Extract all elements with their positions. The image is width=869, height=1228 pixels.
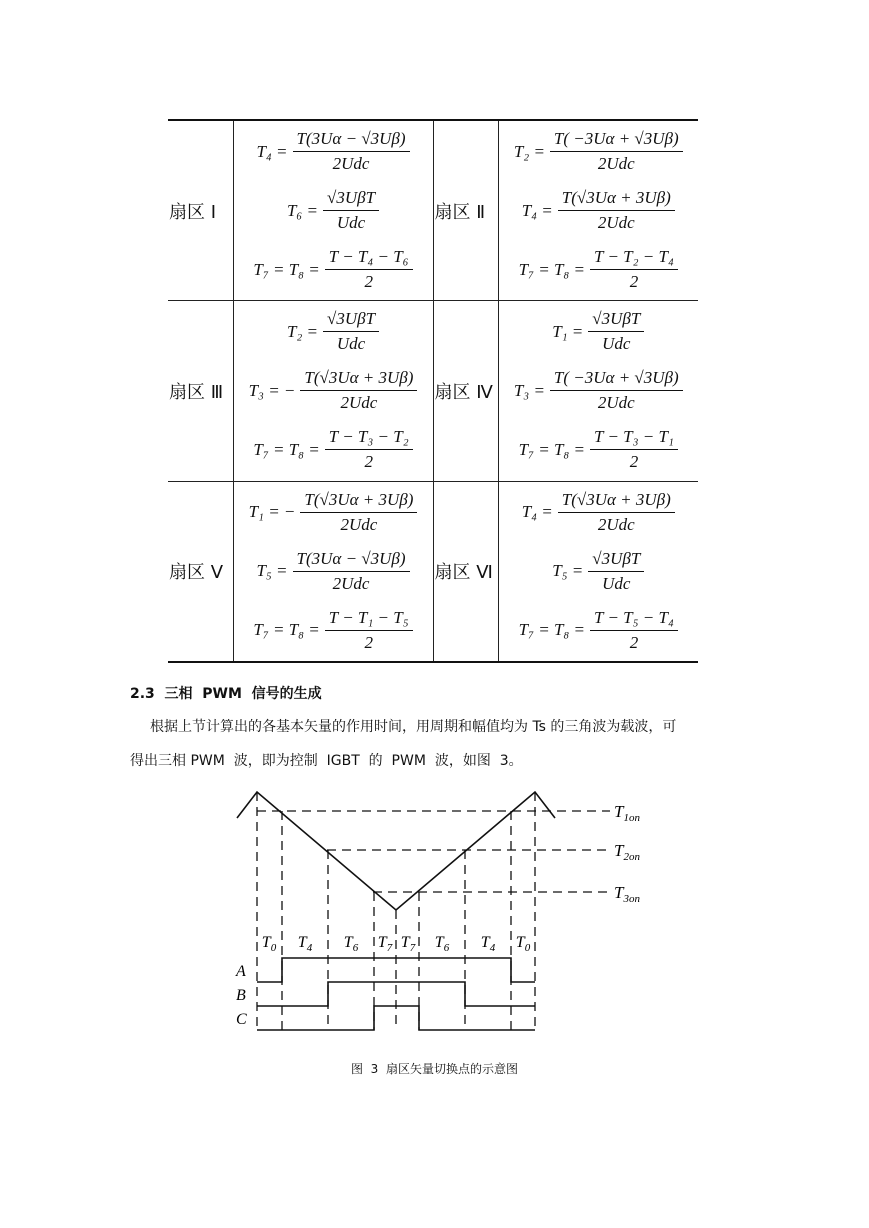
signal-label-c: C (236, 1011, 247, 1028)
signal-label-a: A (236, 963, 246, 980)
formula-lhs: T₇ = T₈ = (253, 439, 320, 459)
formula-lhs: T₄ = (521, 200, 553, 220)
fraction-denominator: Udc (602, 334, 631, 354)
formula-lhs: T₇ = T₈ = (518, 259, 586, 279)
formula-lhs: T₂ = (513, 141, 545, 161)
fraction-numerator: T − T₂ − T₄ (590, 247, 678, 270)
figure-caption: 图 3 扇区矢量切换点的示意图 (351, 1062, 518, 1076)
formula-lhs: T₇ = T₈ = (518, 620, 586, 640)
fraction-numerator: T(√3Uα + 3Uβ) (558, 490, 675, 513)
fraction-denominator: 2 (629, 632, 639, 652)
sector-name: 扇区 Ⅴ (168, 481, 233, 662)
formula-lhs: T₃ = − (248, 380, 296, 400)
formula-lhs: T₇ = T₈ = (253, 259, 320, 279)
fraction-denominator: Udc (336, 334, 366, 354)
interval-label: $T_4$ (297, 934, 313, 954)
fraction-numerator: T(√3Uα + 3Uβ) (558, 188, 675, 211)
fraction-numerator: T − T₅ − T₄ (590, 608, 678, 631)
fraction-denominator: 2 (364, 632, 373, 652)
interval-label: $T_7$ (377, 934, 393, 954)
threshold-label-t2on: $T_{2on}$ (614, 841, 640, 863)
fraction-numerator: T(√3Uα + 3Uβ) (300, 490, 417, 513)
interval-label: $T_6$ (434, 934, 450, 954)
formula-lhs: T₂ = (286, 321, 319, 341)
fraction-denominator: 2 (364, 452, 373, 472)
paragraph-line: 根据上节计算出的各基本矢量的作用时间，用周期和幅值均为 Ts 的三角波为载波，可 (150, 719, 677, 735)
fraction-denominator: 2Udc (332, 573, 370, 593)
fraction-denominator: 2 (364, 272, 373, 292)
fraction-denominator: 2 (629, 272, 639, 292)
formula-lhs: T₅ = (256, 561, 288, 581)
formula-lhs: T₇ = T₈ = (253, 620, 320, 640)
fraction-numerator: T − T₃ − T₂ (325, 427, 413, 450)
signal-label-b: B (236, 987, 246, 1004)
formula-lhs: T₄ = (521, 502, 553, 522)
fraction-numerator: √3UβT (323, 309, 379, 332)
fraction-denominator: 2Udc (597, 154, 635, 174)
fraction-numerator: T(√3Uα + 3Uβ) (300, 368, 417, 391)
interval-label: $T_0$ (261, 934, 277, 954)
fraction-denominator: 2Udc (597, 213, 635, 233)
fraction-numerator: T − T₃ − T₁ (590, 427, 678, 450)
fraction-denominator: 2 (629, 452, 639, 472)
formula-lhs: T₁ = (552, 321, 584, 341)
sector-name: 扇区 Ⅲ (168, 301, 233, 481)
fraction-denominator: 2Udc (597, 393, 635, 413)
sector-name: 扇区 Ⅳ (433, 301, 498, 481)
formula-lhs: T₆ = (286, 200, 319, 220)
formula-lhs: T₃ = (513, 380, 545, 400)
formula-lhs: T₇ = T₈ = (518, 439, 586, 459)
sector-name: 扇区 Ⅱ (433, 120, 498, 301)
fraction-denominator: 2Udc (332, 154, 370, 174)
interval-label: $T_7$ (400, 934, 416, 954)
interval-label: $T_4$ (480, 934, 496, 954)
fraction-numerator: √3UβT (588, 549, 644, 572)
fraction-numerator: T( −3Uα + √3Uβ) (550, 368, 683, 391)
fraction-denominator: Udc (602, 573, 631, 593)
fraction-denominator: 2Udc (340, 514, 378, 534)
fraction-numerator: √3UβT (588, 309, 644, 332)
sector-name: 扇区 Ⅵ (433, 481, 498, 662)
fraction-numerator: T( −3Uα + √3Uβ) (550, 129, 683, 152)
fraction-numerator: √3UβT (323, 188, 379, 211)
interval-label: $T_0$ (515, 934, 531, 954)
threshold-label-t1on: $T_{1on}$ (614, 802, 640, 824)
fraction-denominator: 2Udc (597, 514, 635, 534)
formula-lhs: T₅ = (552, 561, 584, 581)
fraction-numerator: T − T₄ − T₆ (325, 247, 413, 270)
fraction-numerator: T(3Uα − √3Uβ) (293, 549, 410, 572)
formula-lhs: T₄ = (256, 141, 288, 161)
fraction-numerator: T − T₁ − T₅ (325, 608, 413, 631)
fraction-denominator: 2Udc (340, 393, 378, 413)
threshold-label-t3on: $T_{3on}$ (614, 883, 640, 905)
interval-label: $T_6$ (343, 934, 359, 954)
sector-name: 扇区 Ⅰ (168, 120, 233, 301)
fraction-numerator: T(3Uα − √3Uβ) (293, 129, 410, 152)
fraction-denominator: Udc (336, 213, 366, 233)
paragraph-line: 得出三相 PWM 波，即为控制 IGBT 的 PWM 波，如图 3。 (130, 753, 523, 769)
formula-lhs: T₁ = − (248, 502, 296, 522)
section-heading: 2.3 三相 PWM 信号的生成 (130, 686, 322, 702)
